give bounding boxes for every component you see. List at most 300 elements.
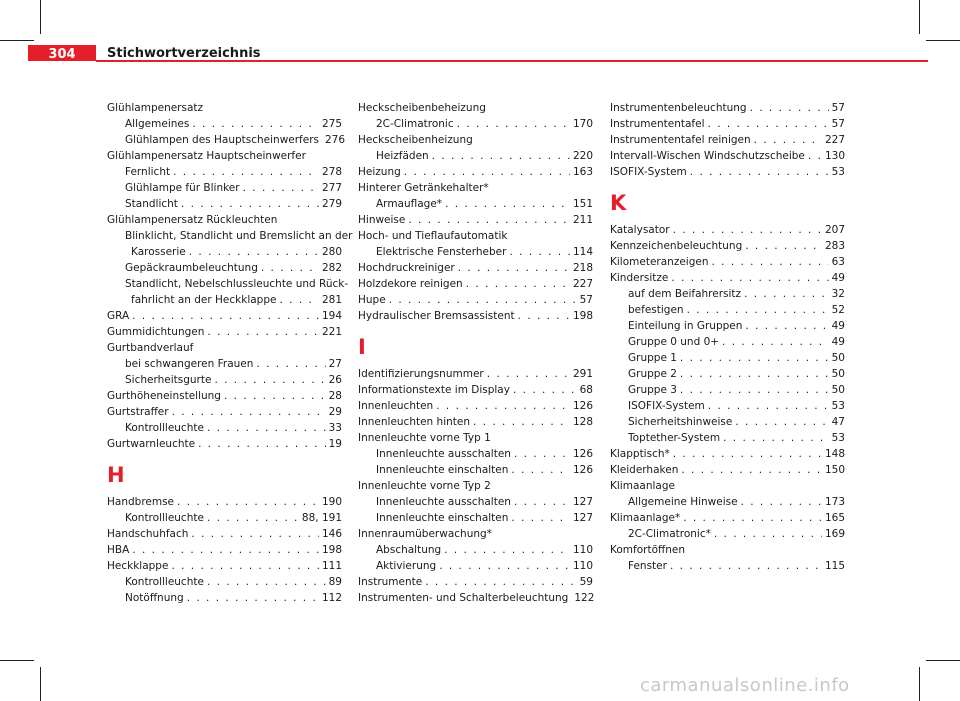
page-ref: 170 [572, 118, 593, 130]
dot-leader [177, 494, 319, 510]
index-entry [358, 558, 593, 574]
entry-term: Standlicht [125, 198, 178, 210]
dot-leader [680, 350, 829, 366]
dot-leader [670, 558, 822, 574]
page-ref: 110 [572, 544, 593, 556]
entry-term: Allgemeine Hinweise [628, 496, 738, 508]
page-ref: 57 [831, 102, 845, 114]
index-heading: Glühlampenersatz Hauptscheinwerfer [107, 150, 306, 162]
dot-leader [466, 276, 570, 292]
entry-term: Sicherheitsgurte [125, 374, 212, 386]
entry-term: Heizfäden [376, 150, 429, 162]
page-ref: 281 [321, 294, 342, 306]
dot-leader [511, 462, 570, 478]
entry-term: Hydraulischer Bremsassistent [358, 310, 515, 322]
page-ref: 150 [824, 464, 845, 476]
index-entry [358, 212, 593, 228]
dot-leader [511, 510, 570, 526]
index-entry [610, 164, 845, 180]
page-ref: 115 [824, 560, 845, 572]
page-ref: 130 [824, 150, 845, 162]
index-entry [610, 334, 845, 350]
entry-term: Gruppe 1 [628, 352, 677, 364]
dot-leader [173, 164, 319, 180]
dot-leader [518, 308, 570, 324]
page-ref: 198 [321, 544, 342, 556]
entry-term: Glühlampe für Blinker [125, 182, 240, 194]
index-entry [610, 414, 845, 430]
index-heading: Gurtbandverlauf [107, 342, 194, 354]
entry-term: auf dem Beifahrersitz [628, 288, 742, 300]
page-ref: 148 [824, 448, 845, 460]
index-heading: Komfortöffnen [610, 544, 685, 556]
page-ref: 50 [831, 352, 845, 364]
entry-term: Gruppe 0 und 0+ [628, 336, 720, 348]
dot-leader [198, 436, 326, 452]
page-ref: 89 [328, 576, 342, 588]
entry-term: Fernlicht [125, 166, 171, 178]
dot-leader [207, 574, 326, 590]
page-ref: 151 [572, 198, 593, 210]
entry-term: Elektrische Fensterheber [376, 246, 507, 258]
entry-term: Kontrollleuchte [125, 512, 204, 524]
page-ref: 19 [328, 438, 342, 450]
index-entry [358, 510, 593, 526]
index-heading: Glühlampenersatz Rückleuchten [107, 214, 278, 226]
page-ref: 165 [824, 512, 845, 524]
page-ref: 32 [831, 288, 845, 300]
entry-term: Heizung [358, 166, 401, 178]
index-entry [358, 292, 593, 308]
index-entry [107, 308, 342, 324]
index-entry [107, 116, 342, 132]
dot-leader [745, 238, 822, 254]
dot-leader [181, 196, 319, 212]
dot-leader [708, 398, 829, 414]
entry-term: Allgemeines [125, 118, 190, 130]
page-ref: 53 [831, 432, 845, 444]
index-entry [358, 494, 593, 510]
entry-term: Instrumenten- und Schalterbeleuchtung [358, 592, 569, 604]
dot-leader [808, 148, 822, 164]
page-ref: 127 [572, 496, 593, 508]
index-entry [358, 414, 593, 430]
dot-leader [683, 510, 822, 526]
dot-leader [714, 526, 822, 542]
index-entry [610, 254, 845, 270]
index-heading: Blinklicht, Standlicht und Bremslicht an der [125, 230, 353, 242]
page-ref: 50 [831, 384, 845, 396]
page-ref: 218 [572, 262, 593, 274]
index-entry [107, 356, 342, 372]
dot-leader [444, 542, 570, 558]
index-entry [107, 542, 342, 558]
index-heading: Klimaanlage [610, 480, 675, 492]
entry-term: GRA [107, 310, 130, 322]
entry-term: 2C-Climatronic [376, 118, 454, 130]
index-entry [610, 382, 845, 398]
dot-leader [207, 510, 299, 526]
dot-leader [673, 446, 822, 462]
dot-leader [192, 116, 319, 132]
page-ref: 27 [328, 358, 342, 370]
crop-mark [919, 667, 920, 701]
dot-leader [256, 356, 325, 372]
entry-term: Innenleuchte einschalten [376, 512, 509, 524]
page-ref: 28 [328, 390, 342, 402]
page-ref: 291 [572, 368, 593, 380]
dot-leader [745, 318, 828, 334]
page-ref: 53 [831, 166, 845, 178]
dot-leader [207, 420, 326, 436]
dot-leader [673, 222, 822, 238]
page-ref: 112 [321, 592, 342, 604]
dot-leader [513, 382, 577, 398]
dot-leader [189, 244, 319, 260]
watermark: carmanualsonline.info [640, 675, 850, 696]
index-column-2 [358, 100, 593, 606]
entry-term: Instrumententafel [610, 118, 705, 130]
dot-leader [243, 180, 319, 196]
page-ref: 26 [328, 374, 342, 386]
page-ref: 194 [321, 310, 342, 322]
index-entry [358, 590, 593, 606]
dot-leader [279, 292, 318, 308]
dot-leader [172, 404, 326, 420]
entry-term: Toptether-System [628, 432, 721, 444]
dot-leader [473, 414, 570, 430]
page-ref: 49 [831, 272, 845, 284]
index-heading: Glühlampenersatz [107, 102, 204, 114]
index-entry [610, 148, 845, 164]
index-entry [358, 244, 593, 260]
entry-term: Handbremse [107, 496, 175, 508]
entry-term: Klimaanlage* [610, 512, 681, 524]
index-entry [107, 372, 342, 388]
dot-leader [680, 382, 829, 398]
index-entry [358, 366, 593, 382]
page-ref: 227 [572, 278, 593, 290]
index-entry [610, 350, 845, 366]
index-entry [107, 180, 342, 196]
index-entry [107, 590, 342, 606]
dot-leader [261, 260, 319, 276]
page-ref: 126 [572, 400, 593, 412]
entry-term: Kindersitze [610, 272, 669, 284]
entry-term: Innenleuchte einschalten [376, 464, 509, 476]
dot-leader [750, 100, 829, 116]
page-ref: 88, 191 [301, 512, 342, 524]
index-heading: Innenraumüberwachung* [358, 528, 492, 540]
entry-term: Hochdruckreiniger [358, 262, 455, 274]
index-entry [610, 222, 845, 238]
index-entry [610, 558, 845, 574]
index-entry [610, 526, 845, 542]
dot-leader [690, 164, 829, 180]
index-entry [358, 260, 593, 276]
index-entry [107, 244, 342, 260]
page-ref: 57 [831, 118, 845, 130]
entry-term: 2C-Climatronic* [628, 528, 711, 540]
dot-leader [445, 196, 570, 212]
dot-leader [671, 270, 828, 286]
index-entry [107, 164, 342, 180]
crop-mark [0, 660, 34, 661]
page-ref: 221 [321, 326, 342, 338]
index-entry [107, 558, 342, 574]
page-ref: 173 [824, 496, 845, 508]
entry-term: Armauflage* [376, 198, 443, 210]
index-entry [358, 308, 593, 324]
page-ref: 283 [824, 240, 845, 252]
page-ref: 63 [831, 256, 845, 268]
dot-leader [457, 116, 570, 132]
page-ref: 277 [321, 182, 342, 194]
dot-leader [132, 542, 319, 558]
dot-leader [514, 446, 570, 462]
entry-term: Glühlampen des Hauptscheinwerfers [125, 134, 319, 146]
page-ref: 279 [321, 198, 342, 210]
entry-term: Notöffnung [125, 592, 184, 604]
index-entry [358, 446, 593, 462]
dot-leader [509, 244, 569, 260]
entry-term: Karosserie [131, 246, 186, 258]
index-heading: Standlicht, Nebelschlussleuchte und Rück- [125, 278, 349, 290]
entry-term: Instrumente [358, 576, 423, 588]
index-entry [107, 574, 342, 590]
page-ref: 282 [321, 262, 342, 274]
entry-term: Hinweise [358, 214, 406, 226]
dot-leader [187, 590, 319, 606]
section-letter: H [107, 463, 125, 487]
dot-leader [439, 558, 570, 574]
entry-term: Innenleuchten [358, 400, 434, 412]
entry-term: Sicherheitshinweise [628, 416, 733, 428]
entry-term: Innenleuchten hinten [358, 416, 471, 428]
crop-mark [40, 0, 41, 34]
dot-leader [224, 388, 326, 404]
dot-leader [425, 574, 576, 590]
entry-term: ISOFIX-System [610, 166, 687, 178]
page-ref: 53 [831, 400, 845, 412]
entry-term: Heckklappe [107, 560, 169, 572]
crop-mark [926, 660, 960, 661]
page-ref: 122 [574, 592, 595, 604]
index-column-3 [610, 100, 845, 574]
index-entry [610, 270, 845, 286]
index-heading: Heckscheibenheizung [358, 134, 473, 146]
crop-mark [926, 40, 960, 41]
index-entry [610, 462, 845, 478]
page-ref: 126 [572, 448, 593, 460]
index-entry [610, 100, 845, 116]
page-ref: 110 [572, 560, 593, 572]
index-entry [610, 116, 845, 132]
page-ref: 275 [321, 118, 342, 130]
entry-term: Gurtstraffer [107, 406, 169, 418]
dot-leader [432, 148, 570, 164]
page-ref: 207 [824, 224, 845, 236]
entry-term: Einteilung in Gruppen [628, 320, 743, 332]
page-ref: 68 [579, 384, 593, 396]
index-entry [358, 116, 593, 132]
index-entry [358, 398, 593, 414]
page-ref: 278 [321, 166, 342, 178]
index-heading: Heckscheibenbeheizung [358, 102, 486, 114]
dot-leader [132, 308, 319, 324]
entry-term: Kontrollleuchte [125, 576, 204, 588]
entry-term: Hupe [358, 294, 386, 306]
index-entry [107, 510, 342, 526]
dot-leader [191, 526, 319, 542]
index-entry [107, 494, 342, 510]
entry-term: Kennzeichenbeleuchtung [610, 240, 743, 252]
page-ref: 29 [328, 406, 342, 418]
page-ref: 220 [572, 150, 593, 162]
index-entry [358, 276, 593, 292]
dot-leader [436, 398, 570, 414]
index-entry [610, 494, 845, 510]
index-entry [358, 462, 593, 478]
index-entry [358, 382, 593, 398]
index-entry [107, 196, 342, 212]
index-entry [107, 388, 342, 404]
entry-term: Gruppe 3 [628, 384, 677, 396]
dot-leader [404, 164, 570, 180]
index-entry [107, 404, 342, 420]
page-ref: 33 [328, 422, 342, 434]
dot-leader [735, 414, 828, 430]
entry-term: Gummidichtungen [107, 326, 205, 338]
page-title: Stichwortverzeichnis [107, 46, 261, 61]
entry-term: Innenleuchte ausschalten [376, 448, 511, 460]
entry-term: Kleiderhaken [610, 464, 679, 476]
entry-term: bei schwangeren Frauen [125, 358, 254, 370]
entry-term: befestigen [628, 304, 684, 316]
page-ref: 126 [572, 464, 593, 476]
page-ref: 59 [579, 576, 593, 588]
entry-term: ISOFIX-System [628, 400, 705, 412]
dot-leader [408, 212, 570, 228]
dot-leader [741, 494, 822, 510]
page-ref: 169 [824, 528, 845, 540]
entry-term: Gurthöheneinstellung [107, 390, 221, 402]
entry-term: Identifizierungsnummer [358, 368, 484, 380]
dot-leader [487, 366, 570, 382]
entry-term: Innenleuchte ausschalten [376, 496, 511, 508]
entry-term: Gruppe 2 [628, 368, 677, 380]
page-ref: 163 [572, 166, 593, 178]
crop-mark [919, 0, 920, 34]
index-entry [610, 302, 845, 318]
index-entry [610, 430, 845, 446]
entry-term: Handschuhfach [107, 528, 189, 540]
dot-leader [207, 324, 319, 340]
index-entry [107, 132, 346, 148]
dot-leader [711, 254, 828, 270]
entry-term: Kontrollleuchte [125, 422, 204, 434]
page-ref: 190 [321, 496, 342, 508]
entry-term: fahrlicht an der Heckklappe [131, 294, 277, 306]
dot-leader [389, 292, 577, 308]
page-ref: 57 [579, 294, 593, 306]
entry-term: Gepäckraumbeleuchtung [125, 262, 258, 274]
index-entry [610, 366, 845, 382]
index-entry [610, 398, 845, 414]
index-entry [610, 446, 845, 462]
index-heading: Hoch- und Tieflaufautomatik [358, 230, 508, 242]
page-number: 304 [48, 47, 76, 62]
index-heading: Innenleuchte vorne Typ 2 [358, 480, 491, 492]
index-entry [610, 286, 845, 302]
index-entry [107, 526, 342, 542]
dot-leader [514, 494, 570, 510]
entry-term: Abschaltung [376, 544, 442, 556]
index-entry [107, 260, 342, 276]
dot-leader [754, 132, 822, 148]
index-entry [107, 420, 342, 436]
index-entry [107, 292, 342, 308]
crop-mark [0, 40, 34, 41]
crop-mark [40, 667, 41, 701]
entry-term: Gurtwarnleuchte [107, 438, 196, 450]
dot-leader [681, 462, 822, 478]
index-entry [358, 148, 593, 164]
entry-term: Intervall-Wischen Windschutzscheibe [610, 150, 805, 162]
dot-leader [722, 334, 829, 350]
entry-term: Fenster [628, 560, 667, 572]
page-ref: 114 [572, 246, 593, 258]
dot-leader [458, 260, 570, 276]
index-entry [107, 324, 342, 340]
page-ref: 280 [321, 246, 342, 258]
entry-term: Aktivierung [376, 560, 437, 572]
page-ref: 52 [831, 304, 845, 316]
page-ref: 146 [321, 528, 342, 540]
index-entry [610, 132, 845, 148]
entry-term: Klapptisch* [610, 448, 670, 460]
index-entry [610, 510, 845, 526]
dot-leader [744, 286, 829, 302]
page-ref: 49 [831, 320, 845, 332]
index-entry [358, 542, 593, 558]
index-heading: Hinterer Getränkehalter* [358, 182, 489, 194]
section-letter: K [610, 191, 627, 215]
page-ref: 128 [572, 416, 593, 428]
page-ref: 198 [572, 310, 593, 322]
page-ref: 276 [325, 134, 346, 146]
index-entry [610, 238, 845, 254]
dot-leader [687, 302, 829, 318]
page-ref: 50 [831, 368, 845, 380]
index-entry [107, 436, 342, 452]
entry-term: Kilometeranzeigen [610, 256, 709, 268]
entry-term: Katalysator [610, 224, 670, 236]
entry-term: Instrumentenbeleuchtung [610, 102, 747, 114]
entry-term: HBA [107, 544, 130, 556]
index-entry [358, 164, 593, 180]
entry-term: Instrumententafel reinigen [610, 134, 751, 146]
page-ref: 211 [572, 214, 593, 226]
section-letter: I [358, 335, 366, 359]
dot-leader [171, 558, 319, 574]
page-ref: 227 [824, 134, 845, 146]
entry-term: Informationstexte im Display [358, 384, 510, 396]
dot-leader [723, 430, 829, 446]
dot-leader [708, 116, 829, 132]
page-ref: 127 [572, 512, 593, 524]
dot-leader [680, 366, 829, 382]
